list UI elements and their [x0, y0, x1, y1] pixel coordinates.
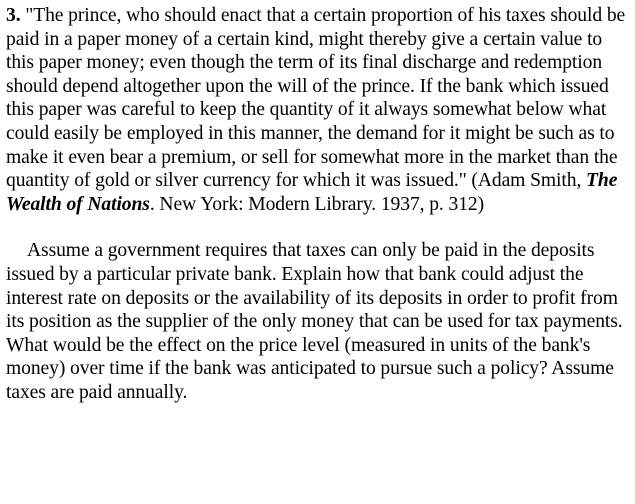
- quote-paragraph: [6, 4, 634, 216]
- question-number: 3.: [6, 5, 21, 26]
- citation-tail: . New York: Modern Library. 1937, p. 312): [149, 193, 485, 215]
- prompt-paragraph: [6, 239, 634, 404]
- smith-quote: "The prince, who should enact that a certain proportion of his taxes should be paid in a paper money of a certain kind, might thereby give a certain value to this paper money; even though the term of its final discharge and redemption should depend altogether upon the will of the prince. If the bank which issued this paper was careful to keep the quantity of it always somewhat below what could easily be employed in this manner, the demand for it might be such as to make it even bear a premium, or sell for somewhat more in the market than the quantity of gold or silver currency for which it was issued." (Adam Smith,: [6, 5, 626, 192]
- book-title: The Wealth of Nations: [6, 170, 618, 215]
- question-prompt: Assume a government requires that taxes can only be paid in the deposits issued by a particular private bank. Explain how that bank could adjust the interest rate on deposits or the availability of its deposits in order to profit from its position as the supplier of the only money that can be used for tax payments. What would be the effect on the price level (measured in units of the bank's money) over time if the bank was anticipated to pursue such a policy? Assume taxes are paid annually.: [6, 240, 623, 403]
- document-page: [6, 4, 634, 405]
